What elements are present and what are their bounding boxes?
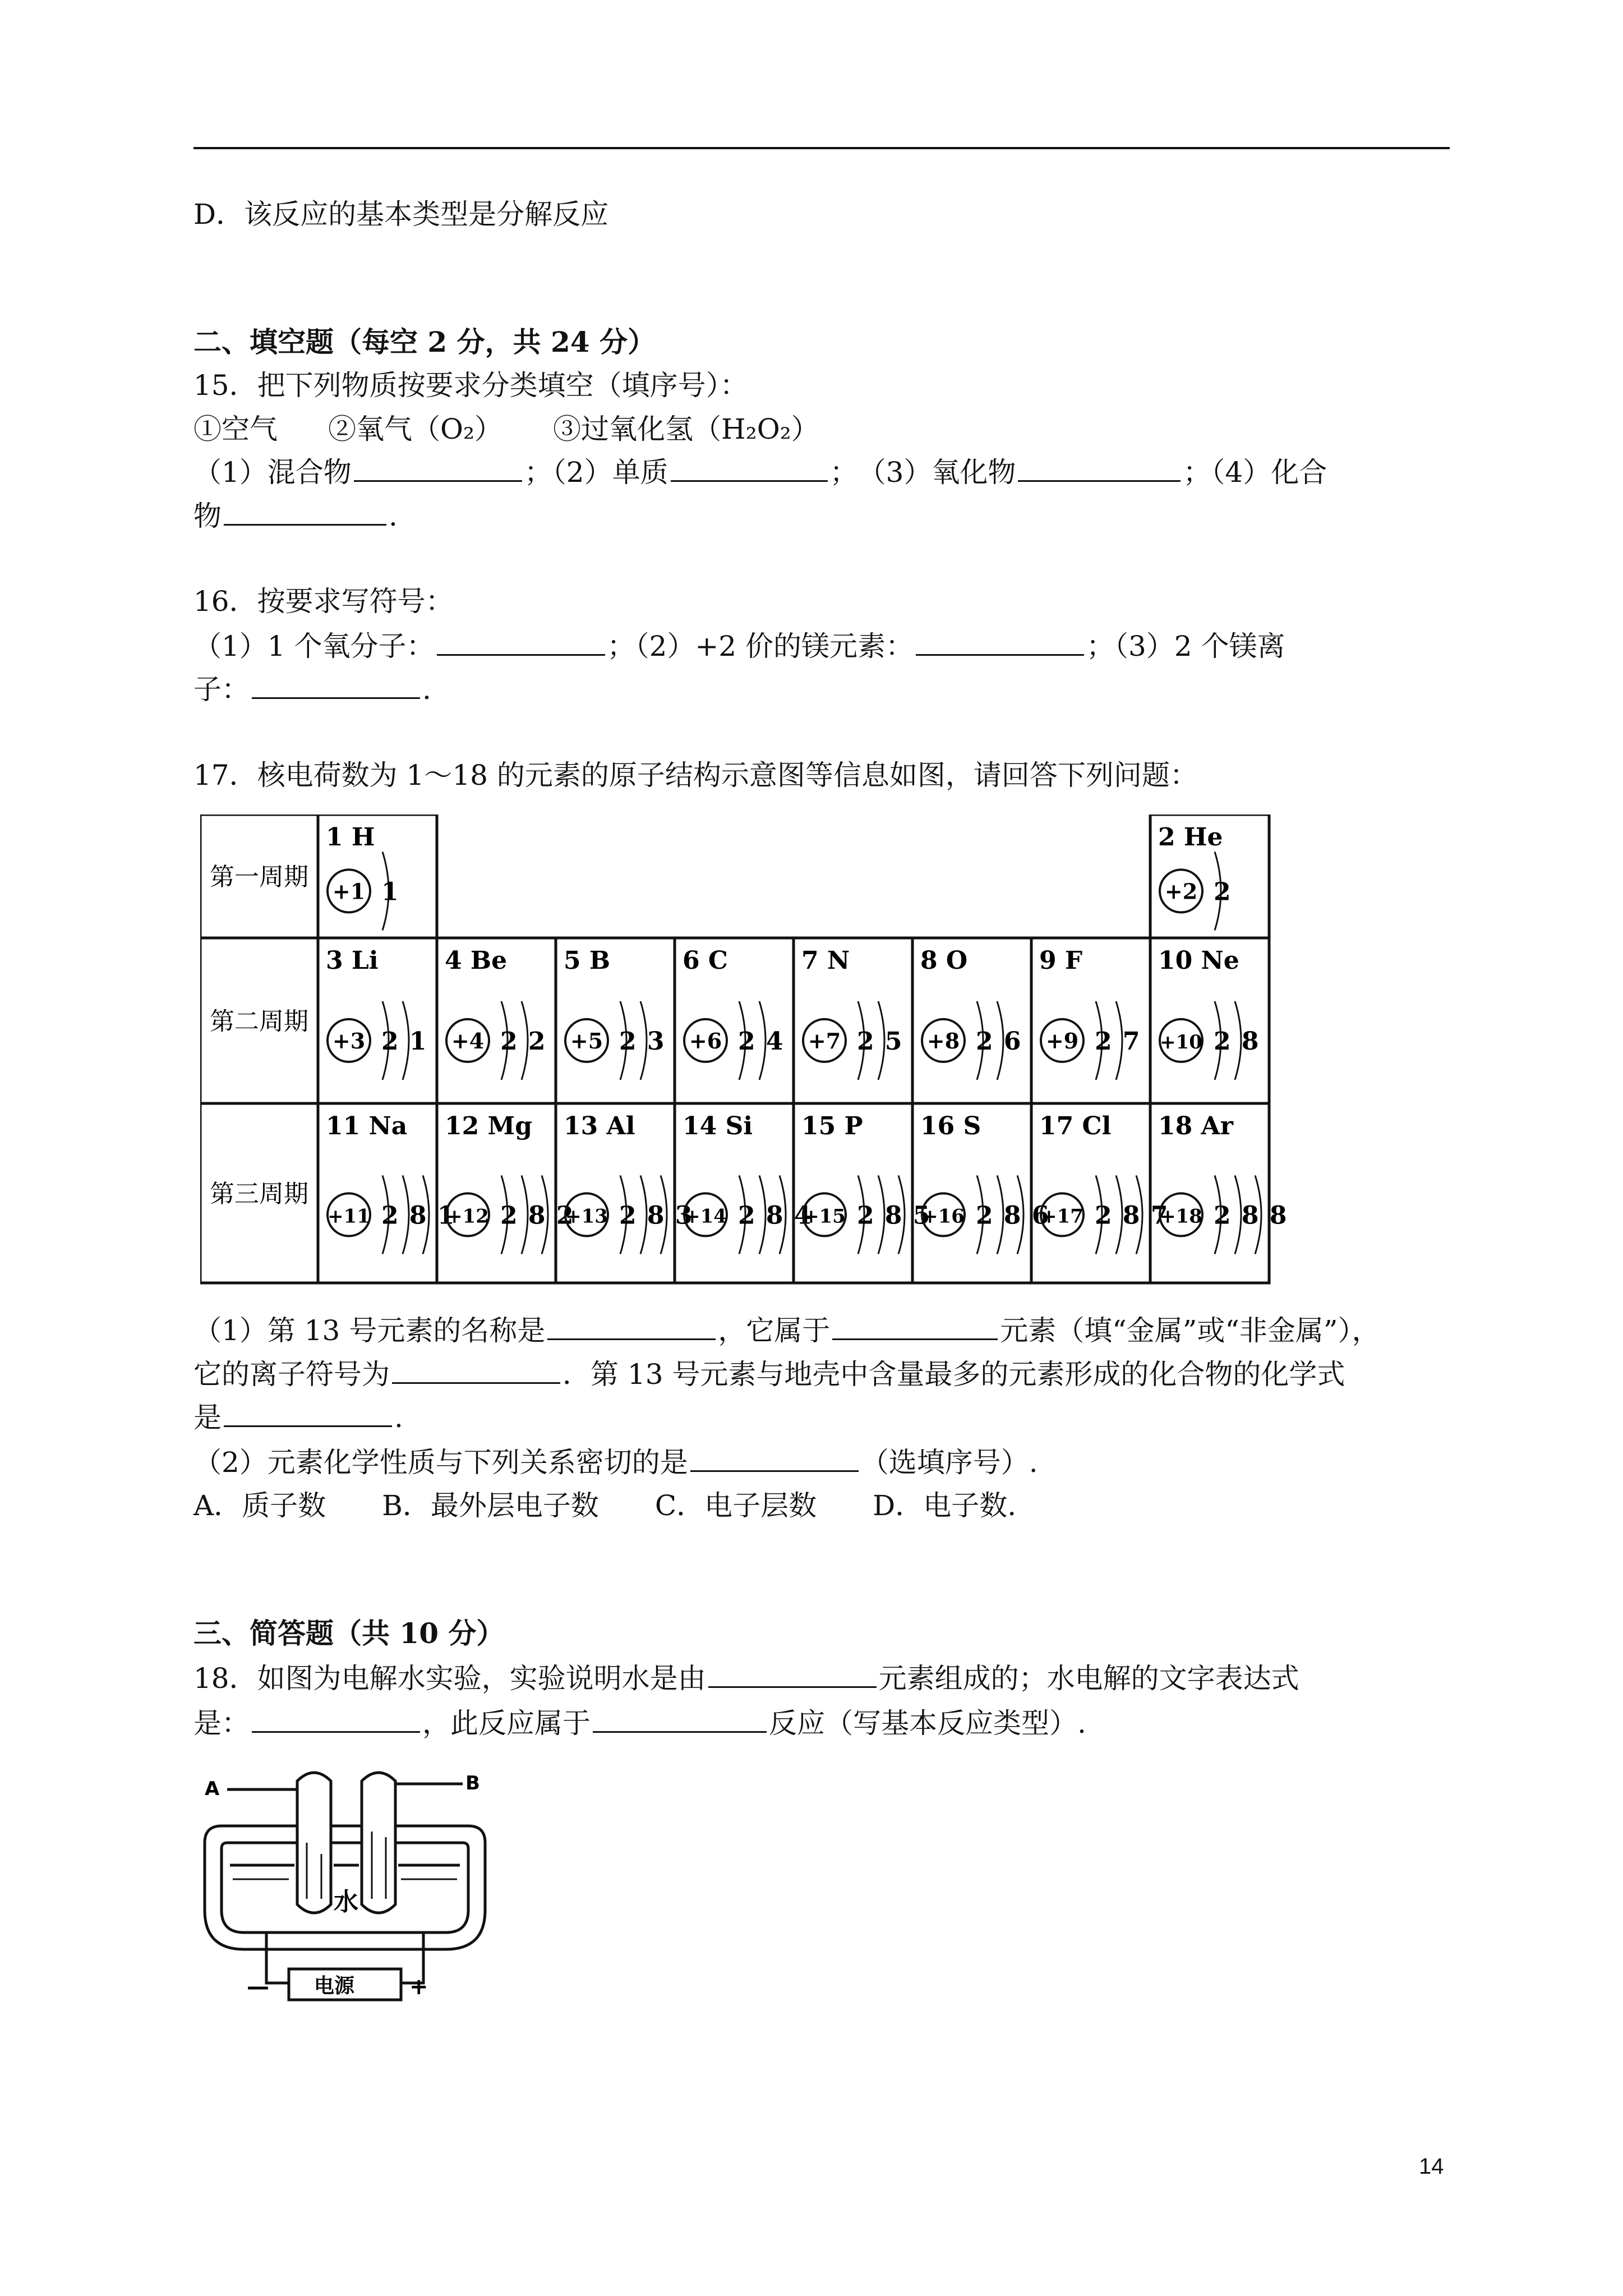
nucleus-charge: +5 — [570, 1028, 603, 1053]
periodic-table-figure — [200, 815, 1305, 1291]
element-label: 1 H — [326, 823, 375, 852]
nucleus-charge: +12 — [446, 1205, 489, 1228]
shell-electrons: 2 8 — [1214, 1027, 1260, 1056]
q17-a1: （1）第 13 号元素的名称是 — [193, 1314, 546, 1347]
q17-b2: （选填序号）. — [860, 1446, 1038, 1479]
answer-blank[interactable] — [252, 1709, 420, 1733]
nucleus-charge: +14 — [684, 1205, 727, 1228]
tube-b-label: B — [465, 1772, 480, 1795]
element-label: 7 N — [801, 946, 850, 975]
element-label: 16 S — [920, 1112, 981, 1140]
q18-l1a: 18．如图为电解水实验，实验说明水是由 — [193, 1662, 706, 1695]
q16-line1 — [193, 628, 1285, 664]
q17-a4: 它的离子符号为 — [193, 1358, 390, 1391]
q15-p1: （1）混合物 — [193, 456, 352, 489]
nucleus-charge: +7 — [808, 1028, 841, 1053]
nucleus-charge: +6 — [689, 1028, 722, 1053]
element-label: 9 F — [1039, 946, 1083, 975]
q18-line1 — [193, 1660, 1299, 1696]
q17-a2: ，它属于 — [718, 1314, 831, 1347]
q15-p5: 物 — [193, 500, 222, 532]
element-label: 17 Cl — [1039, 1112, 1112, 1140]
answer-blank[interactable] — [690, 1448, 859, 1472]
shell-electrons: 1 — [381, 877, 400, 907]
shell-electrons: 2 6 — [976, 1027, 1022, 1056]
q18-l2b: ，此反应属于 — [422, 1707, 591, 1740]
shell-electrons: 2 8 7 — [1095, 1201, 1169, 1230]
minus-label: — — [247, 1974, 269, 2000]
element-label: 4 Be — [445, 946, 508, 975]
nucleus-charge: +11 — [328, 1205, 370, 1228]
q17-b1: （2）元素化学性质与下列关系密切的是 — [193, 1446, 688, 1479]
shell-electrons: 2 2 — [500, 1027, 547, 1056]
element-cell — [564, 946, 666, 1080]
q17-b-line — [193, 1444, 1038, 1480]
nucleus-charge: +16 — [922, 1205, 965, 1228]
element-cell — [326, 823, 400, 930]
nucleus-charge: +8 — [926, 1028, 960, 1053]
q15-line2 — [193, 498, 398, 534]
section2-title: 二、填空题（每空 2 分，共 24 分） — [193, 325, 656, 358]
nucleus-charge: +18 — [1160, 1205, 1202, 1228]
answer-blank[interactable] — [224, 501, 386, 526]
q17-a3: 元素（填“金属”或“非金属”）， — [1000, 1314, 1380, 1347]
q16-p2: ；（2）+2 价的镁元素： — [607, 630, 914, 662]
shell-electrons: 2 4 — [738, 1027, 785, 1056]
q15-end: . — [389, 500, 398, 532]
shell-electrons: 2 8 3 — [619, 1201, 694, 1230]
shell-electrons: 2 8 5 — [857, 1201, 932, 1230]
q15-substances — [193, 411, 819, 447]
q18-l2a: 是： — [193, 1707, 250, 1740]
electrolysis-apparatus-figure — [199, 1764, 513, 2028]
element-label: 5 B — [564, 946, 611, 975]
nucleus-charge: +4 — [451, 1028, 485, 1053]
q18-l2c: 反应（写基本反应类型）. — [769, 1707, 1086, 1740]
answer-blank[interactable] — [1018, 458, 1181, 482]
shell-electrons: 2 — [1214, 877, 1232, 907]
option-d: D．该反应的基本类型是分解反应 — [193, 198, 609, 231]
element-label: 12 Mg — [445, 1112, 533, 1140]
element-label: 11 Na — [326, 1112, 408, 1140]
substance-2: ②氧气（O₂） — [328, 413, 503, 445]
q15-p4: ；（4）化合 — [1183, 456, 1327, 489]
q17-end: . — [394, 1401, 403, 1434]
shell-electrons: 2 8 2 — [500, 1201, 575, 1230]
header-rule — [193, 147, 1450, 149]
tube-a-label: A — [205, 1778, 220, 1800]
water-label: 水 — [334, 1888, 358, 1916]
q16-p1: （1）1 个氧分子： — [193, 630, 435, 662]
q17-options: A．质子数 B．最外层电子数 C．电子层数 D．电子数. — [193, 1489, 1017, 1522]
shell-electrons: 2 8 6 — [976, 1201, 1050, 1230]
element-cell — [1158, 823, 1232, 930]
page-number: 14 — [1419, 2154, 1444, 2179]
nucleus-charge: +15 — [803, 1205, 846, 1228]
q15-line1 — [193, 454, 1327, 490]
element-label: 13 Al — [564, 1112, 635, 1140]
q17-a6: 是 — [193, 1401, 222, 1434]
element-cell — [683, 946, 785, 1080]
q16-end: . — [422, 673, 431, 706]
q16-p3: ；（3）2 个镁离 — [1086, 630, 1285, 662]
answer-blank[interactable] — [354, 458, 522, 482]
plus-label: + — [409, 1974, 428, 2000]
shell-electrons: 2 8 4 — [738, 1201, 813, 1230]
q17-stem: 17．核电荷数为 1～18 的元素的原子结构示意图等信息如图，请回答下列问题： — [193, 759, 1198, 792]
element-label: 8 O — [920, 946, 968, 975]
element-label: 15 P — [801, 1112, 863, 1140]
nucleus-charge: +3 — [332, 1028, 366, 1053]
answer-blank[interactable] — [437, 632, 605, 656]
nucleus-charge: +1 — [332, 878, 366, 904]
q15-p3: ； （3）氧化物 — [829, 456, 1016, 489]
shell-electrons: 2 7 — [1095, 1027, 1141, 1056]
element-label: 18 Ar — [1158, 1112, 1233, 1140]
q17-a-line3 — [193, 1400, 403, 1435]
answer-blank[interactable] — [224, 1403, 392, 1427]
answer-blank[interactable] — [392, 1360, 560, 1384]
answer-blank[interactable] — [671, 458, 828, 482]
nucleus-charge: +9 — [1045, 1028, 1079, 1053]
element-cell — [1039, 946, 1141, 1080]
nucleus-charge: +13 — [565, 1205, 608, 1228]
power-label: 电源 — [314, 1974, 355, 1998]
element-cell — [801, 946, 903, 1080]
shell-electrons: 2 5 — [857, 1027, 903, 1056]
answer-blank[interactable] — [916, 632, 1084, 656]
q17-a5: ．第 13 号元素与地壳中含量最多的元素形成的化合物的化学式 — [562, 1358, 1345, 1391]
period-label: 第二周期 — [210, 1007, 308, 1036]
answer-blank[interactable] — [708, 1664, 877, 1688]
q16-line2 — [193, 671, 431, 707]
element-label: 10 Ne — [1158, 946, 1239, 975]
answer-blank[interactable] — [832, 1316, 998, 1340]
substance-1: ①空气 — [193, 413, 278, 445]
element-label: 3 Li — [326, 946, 379, 975]
section3-title: 三、简答题（共 10 分） — [193, 1617, 505, 1650]
q16-stem: 16．按要求写符号： — [193, 585, 454, 618]
element-cell — [445, 946, 547, 1080]
element-cell — [1158, 946, 1260, 1080]
nucleus-charge: +2 — [1164, 878, 1198, 904]
period-label: 第三周期 — [210, 1180, 308, 1208]
answer-blank[interactable] — [593, 1709, 767, 1733]
shell-electrons: 2 8 1 — [381, 1201, 456, 1230]
answer-blank[interactable] — [547, 1316, 716, 1340]
nucleus-charge: +10 — [1160, 1030, 1202, 1053]
period-label: 第一周期 — [210, 863, 308, 891]
q17-a-line1 — [193, 1313, 1380, 1349]
substance-3: ③过氧化氢（H₂O₂） — [553, 413, 819, 445]
shell-electrons: 2 8 8 — [1214, 1201, 1288, 1230]
element-cell — [326, 946, 428, 1080]
answer-blank[interactable] — [252, 675, 420, 699]
q15-p2: ；（2）单质 — [524, 456, 668, 489]
nucleus-charge: +17 — [1041, 1205, 1083, 1228]
q18-l1b: 元素组成的；水电解的文字表达式 — [878, 1662, 1299, 1695]
q18-line2 — [193, 1705, 1086, 1741]
shell-electrons: 2 3 — [619, 1027, 666, 1056]
q17-a-line2 — [193, 1356, 1345, 1392]
element-label: 14 Si — [683, 1112, 753, 1140]
element-label: 6 C — [683, 946, 728, 975]
shell-electrons: 2 1 — [381, 1027, 428, 1056]
q15-stem: 15．把下列物质按要求分类填空（填序号）： — [193, 369, 748, 402]
q16-p4: 子： — [193, 673, 250, 706]
element-label: 2 He — [1158, 823, 1223, 852]
element-cell — [920, 946, 1022, 1080]
